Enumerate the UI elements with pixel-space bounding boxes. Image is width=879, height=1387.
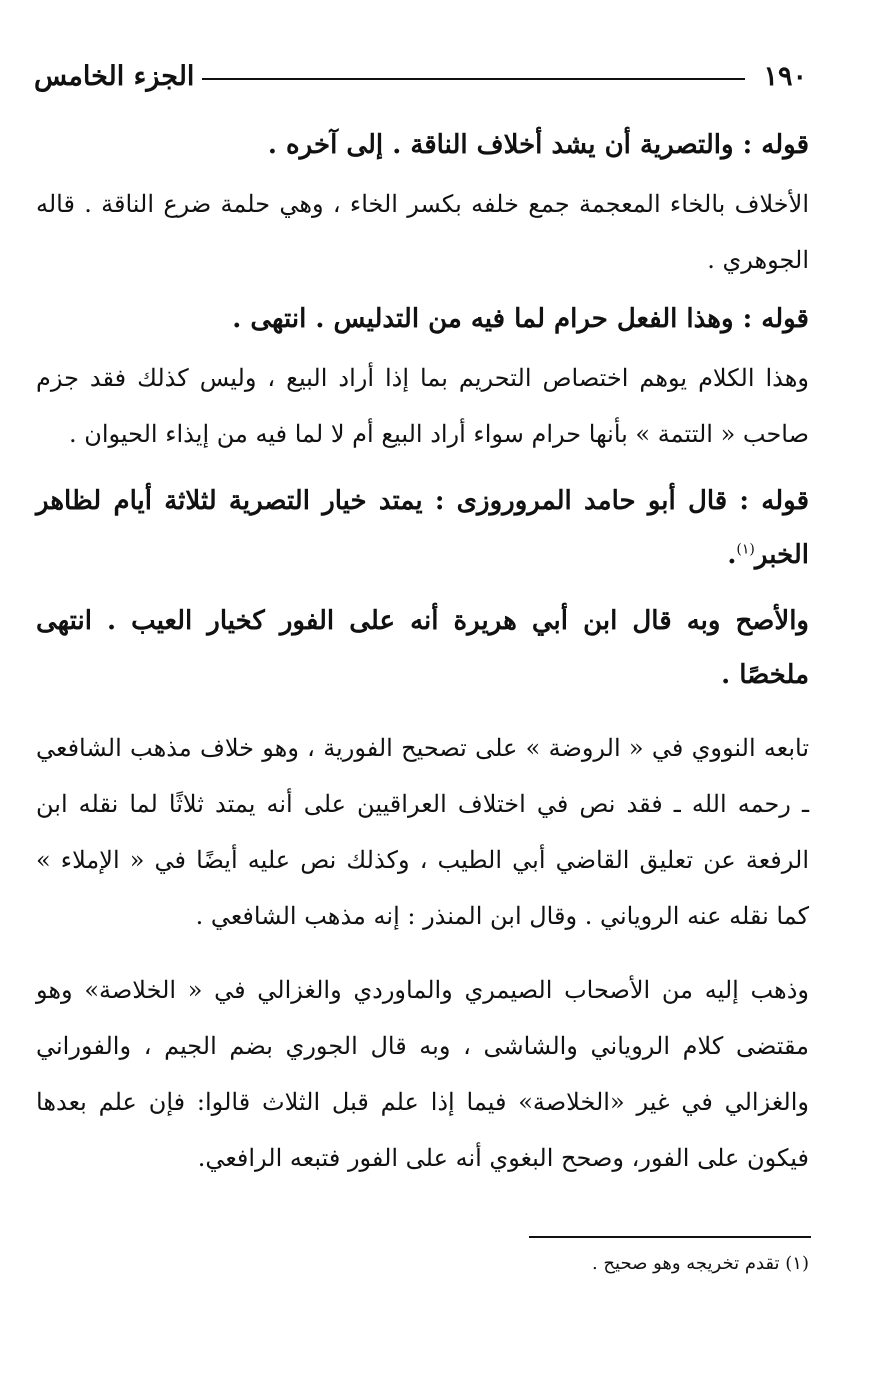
commentary-paragraph: الأخلاف بالخاء المعجمة جمع خلفه بكسر الخاء ، وهي حلمة ضرع الناقة . قاله الجوهري . (36, 190, 809, 274)
commentary-paragraph: تابعه النووي في « الروضة » على تصحيح الفورية ، وهو خلاف مذهب الشافعي ـ رحمه الله ـ فقد نص في اختلاف العراقيين على أنه يمتد ثلاثًا لما نقله ابن الرفعة عن تعليق القاضي أبي الطيب ، وكذلك نص عليه أيضًا في « الإملاء » كما نقله عنه الروياني . وقال ابن المنذر : إنه مذهب الشافعي . (36, 734, 809, 930)
qawl-heading (36, 474, 809, 582)
qawl-heading-tail: . (727, 540, 737, 570)
page-header (34, 58, 807, 94)
page-number: ١٩٠ (763, 60, 807, 92)
qawl-heading-text: قوله : قال أبو حامد المروروزى : يمتد خيار التصرية لثلاثة أيام لظاهر الخبر (36, 486, 809, 570)
qawl-heading: قوله : والتصرية أن يشد أخلاف الناقة . إلى آخره . (267, 130, 809, 160)
commentary-paragraph: وهذا الكلام يوهم اختصاص التحريم بما إذا أراد البيع ، وليس كذلك فقد جزم صاحب « التتمة » بأنها حرام سواء أراد البيع أم لا لما فيه من إيذاء الحيوان . (36, 364, 809, 448)
footnote-reference: (١) (736, 541, 755, 558)
page-body (36, 118, 809, 1186)
qawl-heading: والأصح وبه قال ابن أبي هريرة أنه على الفور كخيار العيب . انتهى ملخصًا . (36, 606, 809, 690)
footnote: (١) تقدم تخريجه وهو صحيح . (591, 1253, 809, 1274)
running-title: الجزء الخامس (34, 60, 195, 92)
qawl-heading: قوله : وهذا الفعل حرام لما فيه من التدليس . انتهى . (232, 304, 809, 334)
commentary-paragraph: وذهب إليه من الأصحاب الصيمري والماوردي والغزالي في « الخلاصة» وهو مقتضى كلام الروياني والشاشى ، وبه قال الجوري بضم الجيم ، والفوراني والغزالي في غير «الخلاصة» فيما إذا علم قبل الثلاث قالوا: فإن علم بعدها فيكون على الفور، وصحح البغوي أنه على الفور فتبعه الرافعي. (36, 976, 809, 1172)
header-rule (202, 78, 745, 80)
footnote-rule (529, 1236, 811, 1238)
